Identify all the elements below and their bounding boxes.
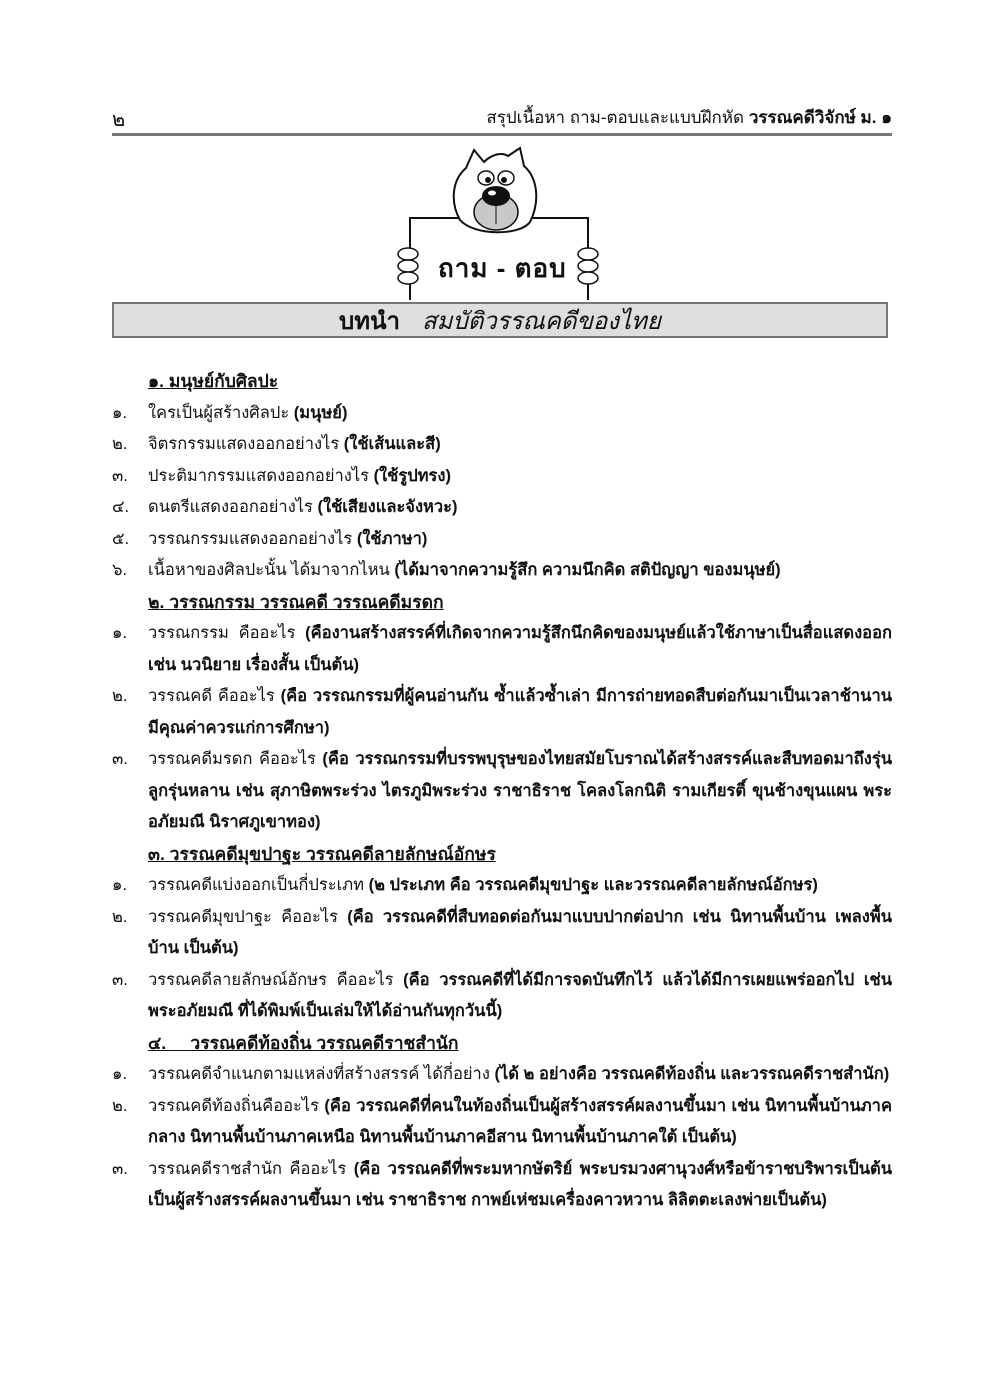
qa-sign-label: ถาม - ตอบ bbox=[438, 253, 567, 283]
answer: (คือ วรรณคดีที่สืบทอดต่อกันมาแบบปากต่อปาก เช่น นิทานพื้นบ้าน เพลงพื้นบ้าน เป็นต้น) bbox=[148, 907, 892, 957]
section-title: ๔. วรรณคดีท้องถิ่น วรรณคดีราชสำนัก bbox=[148, 1032, 459, 1053]
answer: (ได้มาจากความรู้สึก ความนึกคิด สติปัญญา ของมนุษย์) bbox=[394, 561, 781, 579]
question: ประติมากรรมแสดงออกอย่างไร bbox=[148, 466, 374, 485]
answer: (คือ วรรณคดีที่ได้มีการจดบันทึกไว้ แล้วได้มีการเผยแพร่ออกไป เช่น พระอภัยมณี ที่ได้พิมพ์เป็นเล่มให้ได้อ่านกันทุกวันนี้) bbox=[148, 970, 892, 1020]
qa-item bbox=[112, 524, 892, 556]
item-number: ๓. bbox=[112, 750, 128, 768]
chapter-title: สมบัติวรรณคดีของไทย bbox=[421, 307, 661, 335]
qa-item bbox=[112, 429, 892, 461]
chapter-label: บทนำ bbox=[339, 307, 400, 335]
qa-item bbox=[112, 681, 892, 744]
running-title: สรุปเนื้อหา ถาม-ตอบและแบบฝึกหัด bbox=[486, 108, 745, 127]
qa-item bbox=[112, 618, 892, 681]
qa-item bbox=[112, 461, 892, 493]
item-number: ๖. bbox=[112, 561, 128, 579]
section-title: ๑. มนุษย์กับศิลปะ bbox=[148, 371, 279, 391]
qa-content bbox=[112, 366, 892, 1217]
answer: (ได้ ๒ อย่างคือ วรรณคดีท้องถิ่น และวรรณคดีราชสำนัก) bbox=[494, 1065, 890, 1083]
section-title: ๓. วรรณคดีมุขปาฐะ วรรณคดีลายลักษณ์อักษร bbox=[148, 843, 496, 864]
question: ใครเป็นผู้สร้างศิลปะ bbox=[148, 403, 294, 422]
chapter-heading-bar bbox=[112, 302, 888, 338]
question: จิตรกรรมแสดงออกอย่างไร bbox=[148, 435, 344, 453]
item-number: ๔. bbox=[112, 498, 130, 516]
answer: (คืองานสร้างสรรค์ที่เกิดจากความรู้สึกนึกคิดของมนุษย์แล้วใช้ภาษาเป็นสื่อแสดงออก เช่น นวนิยาย เรื่องสั้น เป็นต้น) bbox=[148, 624, 892, 674]
answer: (๒ ประเภท คือ วรรณคดีมุขปาฐะ และวรรณคดีลายลักษณ์อักษร) bbox=[368, 876, 818, 894]
question: วรรณคดีจำแนกตามแหล่งที่สร้างสรรค์ ได้กี่อย่าง bbox=[148, 1065, 495, 1083]
question: วรรณคดี คืออะไร bbox=[148, 687, 281, 705]
question: วรรณคดีท้องถิ่นคืออะไร bbox=[148, 1096, 325, 1115]
question: เนื้อหาของศิลปะนั้น ได้มาจากไหน bbox=[148, 561, 395, 579]
item-number: ๕. bbox=[112, 529, 130, 548]
item-number: ๒. bbox=[112, 435, 128, 453]
question: วรรณคดีลายลักษณ์อักษร คืออะไร bbox=[148, 970, 404, 989]
answer: (ใช้ภาษา) bbox=[356, 529, 428, 548]
answer: (คือ วรรณคดีที่พระมหากษัตริย์ พระบรมวงศานุวงศ์หรือข้าราชบริพารเป็นต้น เป็นผู้สร้างสรรค์ผลงานขึ้นมา เช่น ราชาธิราช กาพย์เห่ชมเครื่องคาวหวาน ลิลิตตะเลงพ่ายเป็นต้น) bbox=[148, 1159, 892, 1209]
item-number: ๓. bbox=[112, 1159, 128, 1178]
item-number: ๑. bbox=[112, 624, 128, 642]
qa-item bbox=[112, 1091, 892, 1154]
item-number: ๒. bbox=[112, 907, 128, 926]
question: ดนตรีแสดงออกอย่างไร bbox=[148, 498, 318, 516]
answer: (ใช้รูปทรง) bbox=[373, 466, 451, 485]
answer: (ใช้เสียงและจังหวะ) bbox=[317, 498, 458, 516]
answer: (คือ วรรณกรรมที่ผู้คนอ่านกัน ซ้ำแล้วซ้ำเล่า มีการถ่ายทอดสืบต่อกันมาเป็นเวลาช้านาน มีคุณค่าควรแก่การศึกษา) bbox=[148, 687, 892, 737]
qa-item bbox=[112, 965, 892, 1028]
qa-item bbox=[112, 1154, 892, 1217]
answer: (คือ วรรณคดีที่คนในท้องถิ่นเป็นผู้สร้างสรรค์ผลงานขึ้นมา เช่น นิทานพื้นบ้านภาคกลาง นิทานพื้นบ้านภาคเหนือ นิทานพื้นบ้านภาคอีสาน นิทานพื้นบ้านภาคใต้ เป็นต้น) bbox=[148, 1096, 892, 1146]
qa-item bbox=[112, 398, 892, 430]
item-number: ๒. bbox=[112, 687, 128, 705]
item-number: ๑. bbox=[112, 1065, 128, 1083]
item-number: ๒. bbox=[112, 1096, 128, 1115]
qa-item bbox=[112, 744, 892, 839]
qa-item bbox=[112, 902, 892, 965]
qa-item bbox=[112, 492, 892, 524]
question: วรรณคดีมรดก คืออะไร bbox=[148, 750, 323, 768]
answer: (มนุษย์) bbox=[293, 403, 348, 422]
running-head bbox=[486, 104, 892, 131]
item-number: ๑. bbox=[112, 876, 128, 894]
item-number: ๓. bbox=[112, 970, 128, 989]
answer: (คือ วรรณกรรมที่บรรพบุรุษของไทยสมัยโบราณได้สร้างสรรค์และสืบทอดมาถึงรุ่นลูกรุ่นหลาน เช่น สุภาษิตพระร่วง ไตรภูมิพระร่วง ราชาธิราช โคลงโลกนิติ รามเกียรติ์ ขุนช้างขุนแผน พระอภัยมณี นิราศภูเขาทอง) bbox=[148, 750, 892, 831]
item-number: ๑. bbox=[112, 403, 128, 422]
qa-item bbox=[112, 1059, 892, 1091]
question: วรรณคดีแบ่งออกเป็นกี่ประเภท bbox=[148, 876, 369, 894]
section-title: ๒. วรรณกรรม วรรณคดี วรรณคดีมรดก bbox=[148, 591, 444, 612]
qa-item bbox=[112, 870, 892, 902]
question: วรรณคดีมุขปาฐะ คืออะไร bbox=[148, 907, 348, 926]
running-title-book: วรรณคดีวิจักษ์ ม. ๑ bbox=[748, 108, 892, 127]
question: วรรณกรรม คืออะไร bbox=[148, 624, 306, 642]
item-number: ๓. bbox=[112, 466, 128, 485]
question: วรรณกรรมแสดงออกอย่างไร bbox=[148, 529, 357, 548]
qa-item bbox=[112, 555, 892, 587]
answer: (ใช้เส้นและสี) bbox=[343, 435, 441, 453]
header-rule bbox=[112, 133, 892, 136]
question: วรรณคดีราชสำนัก คืออะไร bbox=[148, 1159, 354, 1178]
page-number: ๒ bbox=[112, 109, 126, 131]
